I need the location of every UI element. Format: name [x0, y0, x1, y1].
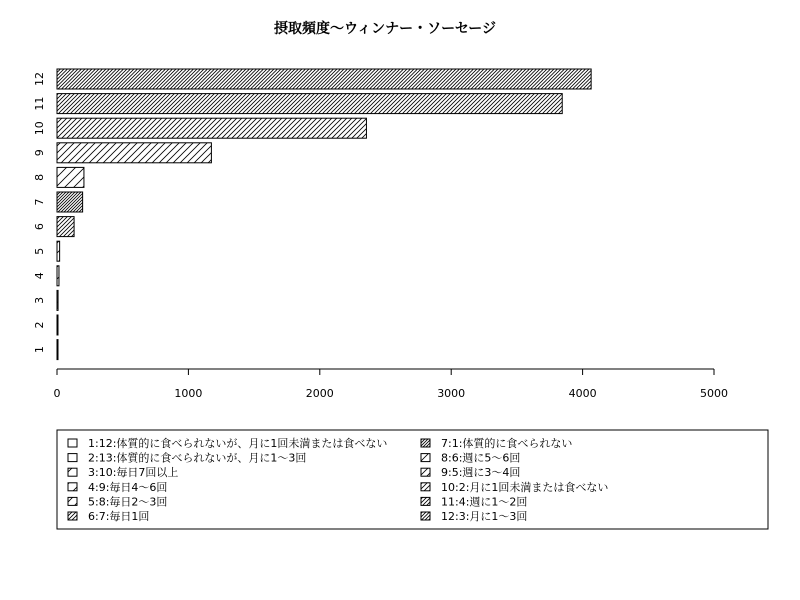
x-tick-label: 4000	[568, 387, 597, 400]
legend-swatch	[421, 497, 430, 505]
bar-9	[57, 143, 211, 163]
bar-7	[57, 192, 83, 212]
legend-entry: 4:9:毎日4〜6回	[88, 480, 168, 494]
x-tick-label: 5000	[700, 387, 728, 400]
bar-2	[57, 315, 58, 335]
legend-entry: 12:3:月に1〜3回	[441, 510, 528, 523]
legend-swatch	[68, 468, 77, 476]
legend-swatch	[68, 512, 77, 520]
legend-entry: 6:7:毎日1回	[88, 510, 150, 523]
y-tick-label: 6	[33, 223, 46, 231]
bar-4	[57, 266, 59, 286]
bar-5	[57, 241, 60, 261]
legend-swatch	[421, 454, 430, 462]
legend-entry: 2:13:体質的に食べられないが、月に1〜3回	[88, 451, 307, 465]
bar-6	[57, 217, 74, 237]
legend-entry: 10:2:月に1回未満または食べない	[441, 480, 609, 494]
bar-12	[57, 69, 591, 89]
y-tick-label: 7	[33, 198, 46, 206]
legend-swatch	[68, 439, 77, 447]
bar-10	[57, 118, 366, 138]
bars-group	[57, 69, 591, 360]
legend-entry: 1:12:体質的に食べられないが、月に1回未満または食べない	[88, 437, 388, 450]
y-tick-label: 2	[33, 321, 46, 329]
x-tick-label: 2000	[305, 387, 334, 400]
y-tick-label: 3	[33, 296, 46, 304]
x-tick-label: 0	[53, 387, 61, 400]
y-tick-label: 1	[33, 346, 46, 354]
legend-swatch	[421, 512, 430, 520]
legend-swatch	[68, 483, 77, 491]
y-tick-label: 4	[33, 272, 46, 280]
bar-3	[57, 290, 58, 310]
legend-swatch	[68, 454, 77, 462]
legend	[57, 430, 768, 529]
chart-title: 摂取頻度〜ウィンナー・ソーセージ	[273, 21, 497, 37]
legend-entry: 5:8:毎日2〜3回	[88, 495, 168, 509]
y-tick-label: 9	[33, 149, 46, 157]
legend-entry: 11:4:週に1〜2回	[441, 495, 528, 509]
legend-entry: 7:1:体質的に食べられない	[441, 437, 573, 450]
legend-entry: 3:10:毎日7回以上	[88, 466, 179, 480]
x-tick-label: 3000	[437, 387, 466, 400]
bar-1	[57, 340, 58, 360]
y-tick-label: 10	[33, 121, 46, 136]
bar-8	[57, 167, 84, 187]
y-tick-label: 5	[33, 247, 47, 255]
legend-swatch	[68, 497, 77, 505]
legend-swatch	[421, 468, 430, 476]
y-axis	[33, 72, 46, 353]
y-tick-label: 11	[33, 96, 46, 111]
bar-11	[57, 94, 562, 114]
y-tick-label: 8	[33, 173, 46, 181]
x-axis	[54, 369, 729, 400]
legend-swatch	[421, 483, 430, 491]
legend-entry: 8:6:週に5〜6回	[441, 451, 521, 465]
legend-swatch	[421, 439, 430, 447]
legend-entry: 9:5:週に3〜4回	[441, 466, 521, 480]
x-tick-label: 1000	[174, 387, 203, 400]
y-tick-label: 12	[33, 72, 46, 86]
